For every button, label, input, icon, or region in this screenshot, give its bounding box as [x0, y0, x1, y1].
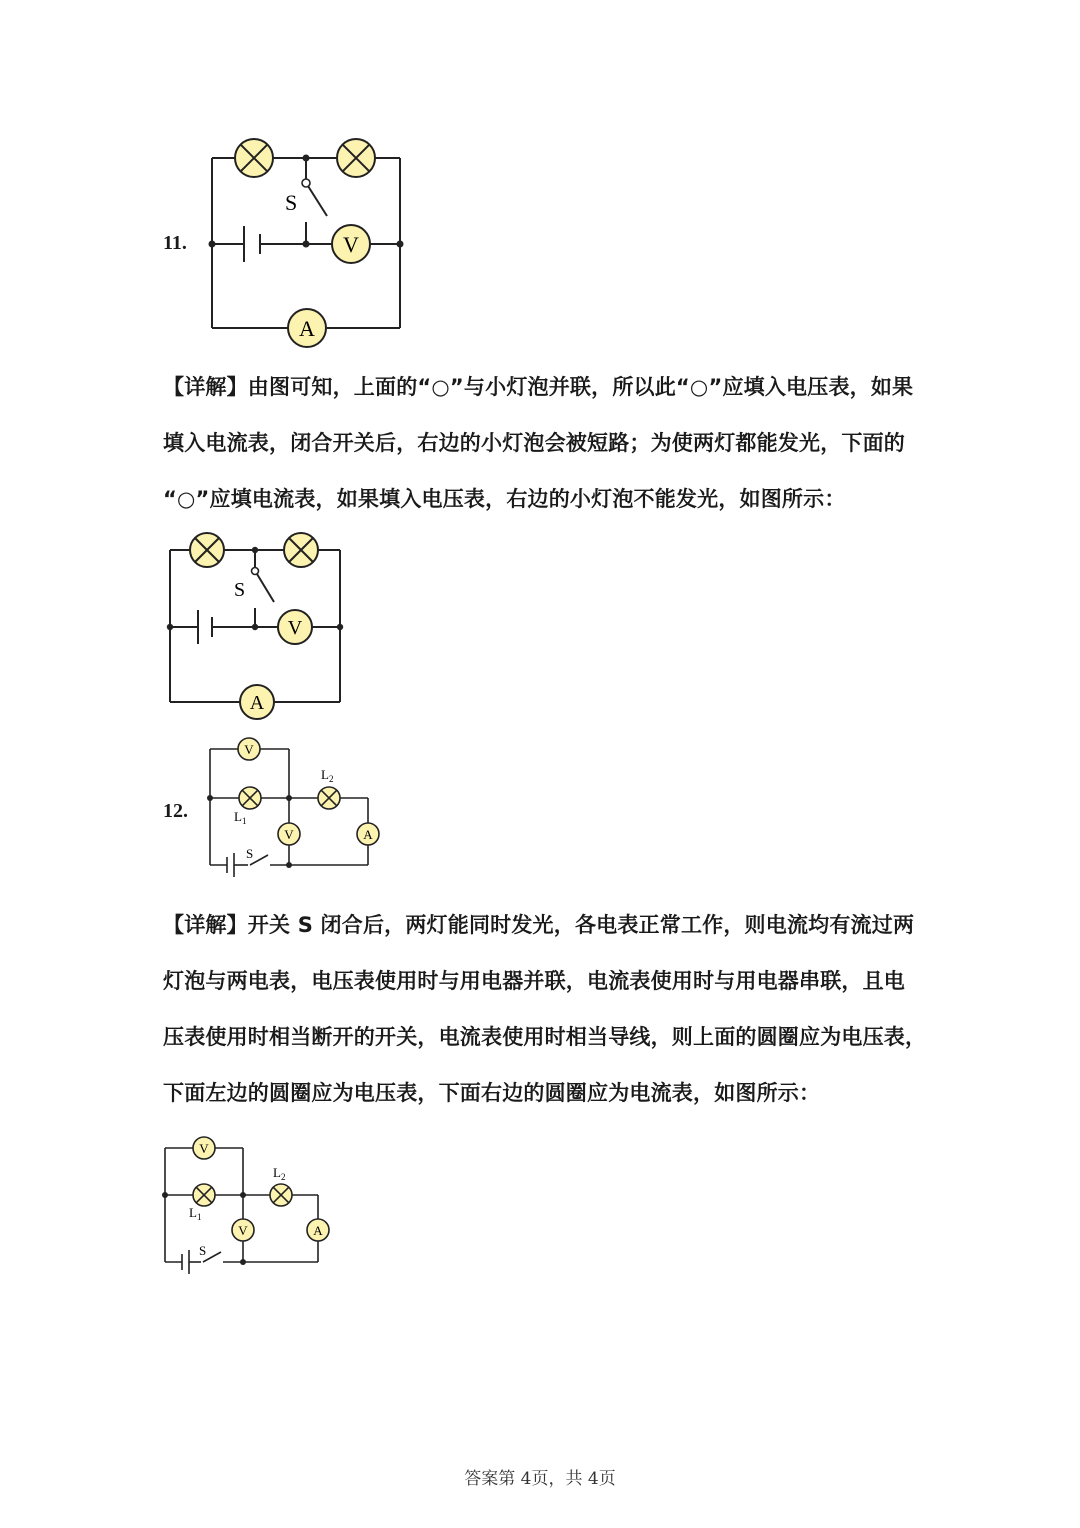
ammeter-icon	[307, 1219, 329, 1241]
lamp-icon	[337, 139, 375, 177]
q12-circuit-diagram	[200, 735, 390, 885]
svg-text:V: V	[238, 1223, 248, 1238]
q12-answer-circuit-diagram	[155, 1134, 345, 1284]
q12-explanation: 【详解】开关 S 闭合后，两灯能同时发光，各电表正常工作，则电流均有流过两 灯泡与两电表，电压表使用时与用电器并联，电流表使用时与用电器串联，且电 压表使用时相当断开的开关，电流表使用时相当导线，则上面的圆圈应为电压表， 下面左边的圆圈应为电压表，下面右边的圆圈应为电流表，如图所示：	[163, 913, 927, 1105]
lamp-l1-label: $L_1$	[234, 809, 247, 826]
q11-answer-circuit-diagram	[160, 530, 350, 714]
lamp-l2-icon	[270, 1184, 292, 1206]
lamp-icon	[235, 139, 273, 177]
ammeter-icon	[240, 685, 274, 719]
svg-text:V: V	[287, 617, 303, 639]
q11-circuit-diagram	[200, 138, 420, 341]
voltmeter-icon	[278, 823, 300, 845]
lamp-icon	[190, 533, 224, 567]
svg-text:V: V	[199, 1141, 209, 1156]
voltmeter-icon	[278, 610, 312, 644]
lamp-icon	[284, 533, 318, 567]
lamp-l1-icon	[193, 1184, 215, 1206]
page-footer: 答案第 4页，共 4页	[464, 1469, 616, 1489]
svg-text:V: V	[343, 232, 359, 257]
switch-label: S	[199, 1243, 207, 1258]
q11-explanation: 【详解】由图可知，上面的“○”与小灯泡并联，所以此“○”应填入电压表，如果 填入电流表，闭合开关后，右边的小灯泡会被短路；为使两灯都能发光，下面的 “○”应填电流表，如果填入电压表，右边的小灯泡不能发光，如图所示：	[163, 375, 914, 511]
voltmeter-icon	[193, 1137, 215, 1159]
svg-text:V: V	[244, 742, 254, 757]
lamp-l2-label: $L_2$	[273, 1165, 286, 1182]
switch-label: S	[246, 846, 254, 861]
lamp-l1-icon	[239, 787, 261, 809]
ammeter-icon	[288, 309, 326, 347]
switch-label: S	[285, 190, 298, 215]
lamp-l2-label: $L_2$	[321, 767, 334, 784]
svg-text:A: A	[313, 1223, 323, 1238]
svg-text:A: A	[363, 827, 373, 842]
ammeter-icon	[357, 823, 379, 845]
lamp-l1-label: $L_1$	[189, 1205, 202, 1222]
voltmeter-icon	[332, 225, 370, 263]
svg-text:A: A	[249, 692, 265, 714]
question-12-number: 12.	[163, 800, 188, 822]
svg-text:A: A	[299, 316, 315, 341]
question-11-number: 11.	[163, 232, 187, 254]
voltmeter-icon	[238, 738, 260, 760]
voltmeter-icon	[232, 1219, 254, 1241]
switch-label: S	[234, 579, 246, 601]
lamp-l2-icon	[318, 787, 340, 809]
svg-text:V: V	[284, 827, 294, 842]
